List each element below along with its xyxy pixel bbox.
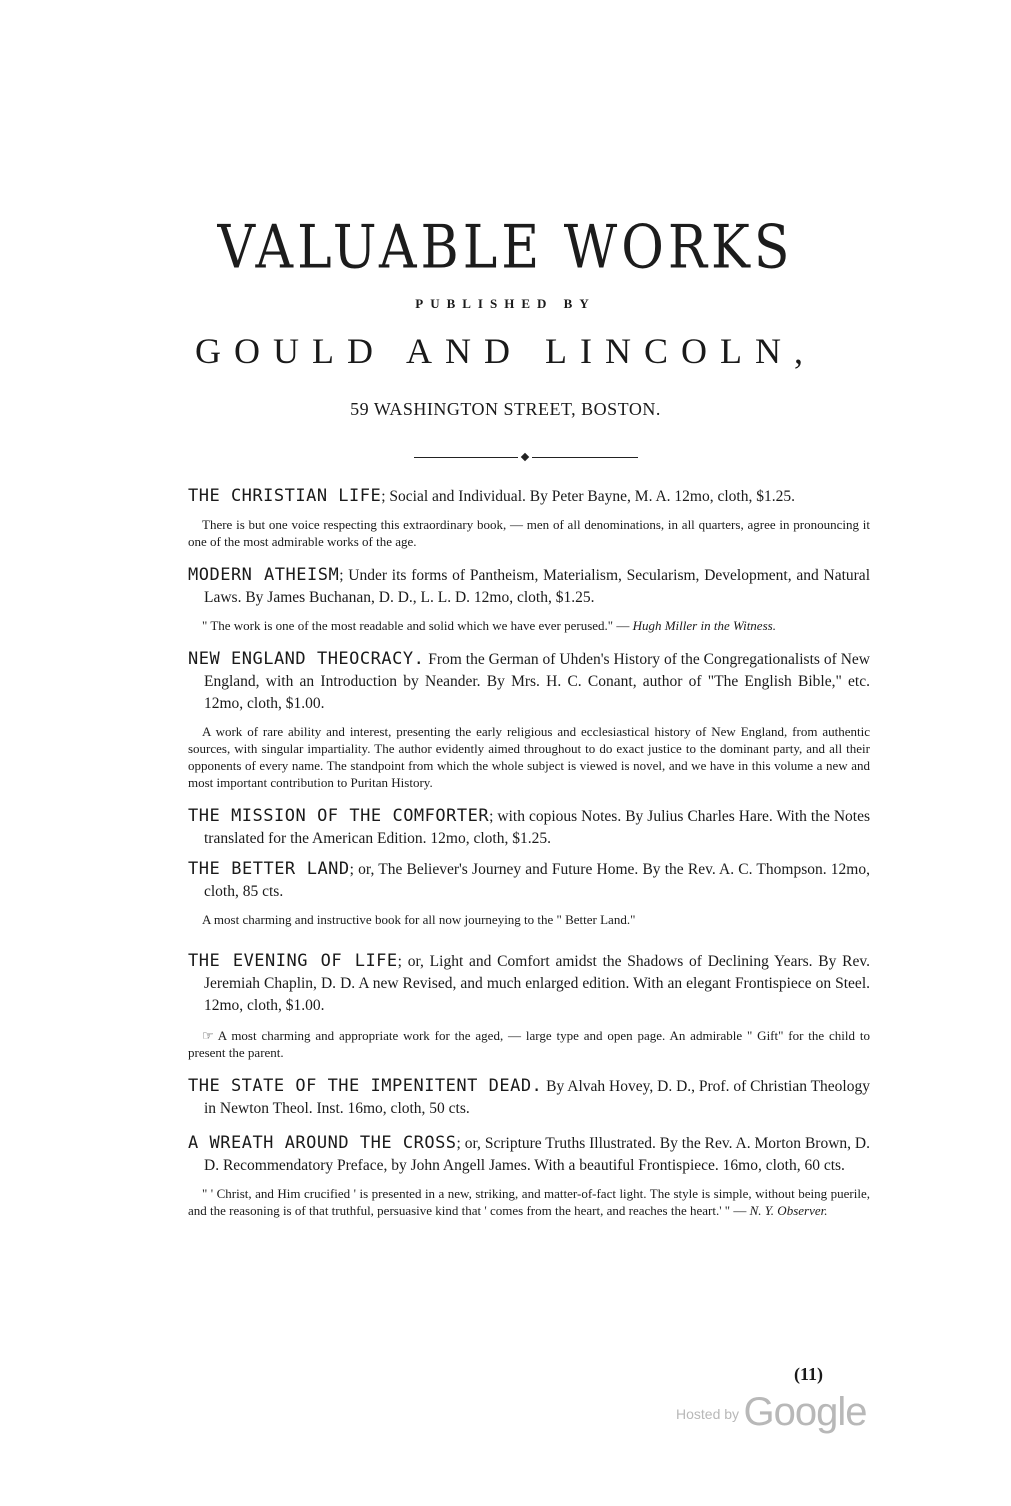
book-title: A WREATH AROUND THE CROSS [188,1133,457,1153]
book-entry [188,858,870,928]
google-logo: Google [743,1390,867,1434]
review-text: " The work is one of the most readable and solid which we have ever perused." — [202,618,630,633]
published-by-line: PUBLISHED BY [415,296,596,311]
book-heading [188,564,870,609]
book-title: THE MISSION OF THE COMFORTER [188,806,490,826]
diamond-ornament-icon [521,453,529,461]
book-description: ; or, Light and Comfort amidst the Shadows of Declining Years. By Rev. Jeremiah Chaplin, D. D. A new Revised, and much enlarged edition. With an elegant Frontispiece on Steel. 12mo, cloth, $1.00. [204,953,870,1014]
book-title: THE STATE OF THE IMPENITENT DEAD. [188,1076,543,1096]
book-heading [188,950,870,1017]
book-review [188,723,870,791]
book-entry [188,564,870,634]
book-entry [188,485,870,550]
book-entry [188,1075,870,1120]
review-text: " ' Christ, and Him crucified ' is presented in a new, striking, and matter-of-fact light. The style is simple, without being puerile, and the reasoning is of that truthful, persuasive kind that ' comes from the heart, and reaches the heart.' " — [188,1186,870,1218]
review-text: A most charming and instructive book for all now journeying to the " Better Land." [202,912,636,927]
book-description: ; with copious Notes. By Julius Charles Hare. With the Notes translated for the American Edition. 12mo, cloth, $1.25. [204,808,870,847]
book-title: NEW ENGLAND THEOCRACY. [188,649,425,669]
book-review [188,1027,870,1061]
book-entry [188,1132,870,1219]
hosted-by-label: Hosted by [676,1406,740,1422]
book-heading [188,1075,870,1120]
book-review [188,516,870,550]
book-title: THE CHRISTIAN LIFE [188,486,382,506]
review-text: ☞ A most charming and appropriate work for the aged, — large type and open page. An admirable " Gift" for the child to present the parent. [188,1028,870,1060]
book-heading [188,485,870,508]
book-list [188,485,870,1219]
book-description: ; or, The Believer's Journey and Future Home. By the Rev. A. C. Thompson. 12mo, cloth, 85 cts. [204,861,870,900]
review-text: There is but one voice respecting this extraordinary book, — men of all denominations, in all quarters, agree in pronouncing it one of the most admirable works of the age. [188,517,870,549]
book-title: MODERN ATHEISM [188,565,340,585]
page-title: VALUABLE WORKS [217,213,794,283]
book-entry [188,648,870,791]
book-heading [188,858,870,903]
review-text: A work of rare ability and interest, presenting the early religious and ecclesiastical history of New England, from authentic sources, with singular impartiality. The author evidently aimed throughout to do exact justice to the dominant party, and all their opponents of every name. The standpoint from which the whole subject is viewed is novel, and we have in this volume a new and most important contribution to Puritan History. [188,724,870,790]
book-review [188,617,870,634]
book-description: ; or, Scripture Truths Illustrated. By the Rev. A. Morton Brown, D. D. Recommendatory Preface, by John Angell James. With a beautiful Frontispiece. 16mo, cloth, 60 cts. [204,1135,870,1174]
book-review [188,911,870,928]
ornamental-rule [414,454,638,462]
book-description: ; Social and Individual. By Peter Bayne, M. A. 12mo, cloth, $1.25. [381,488,795,505]
book-title: THE BETTER LAND [188,859,350,879]
book-heading [188,1132,870,1177]
book-description: By Alvah Hovey, D. D., Prof. of Christian Theology in Newton Theol. Inst. 16mo, cloth, 50 cts. [204,1078,870,1117]
book-heading [188,805,870,850]
publisher-name: GOULD AND LINCOLN, [195,331,816,371]
page-number: (11) [794,1364,823,1384]
book-review [188,1185,870,1219]
book-title: THE EVENING OF LIFE [188,951,398,971]
book-entry [188,805,870,850]
book-description: ; Under its forms of Pantheism, Materialism, Secularism, Development, and Natural Laws. By James Buchanan, D. D., L. L. D. 12mo, cloth, $1.25. [204,567,870,606]
book-heading [188,648,870,715]
review-source: Hugh Miller in the Witness. [632,618,776,633]
review-source: N. Y. Observer. [749,1203,828,1218]
publisher-address: 59 WASHINGTON STREET, BOSTON. [350,399,661,419]
hosted-by-watermark [676,1390,866,1435]
book-description: From the German of Uhden's History of the Congregationalists of New England, with an Introduction by Neander. By Mrs. H. C. Conant, author of "The English Bible," etc. 12mo, cloth, $1.00. [204,651,870,712]
book-entry [188,950,870,1061]
